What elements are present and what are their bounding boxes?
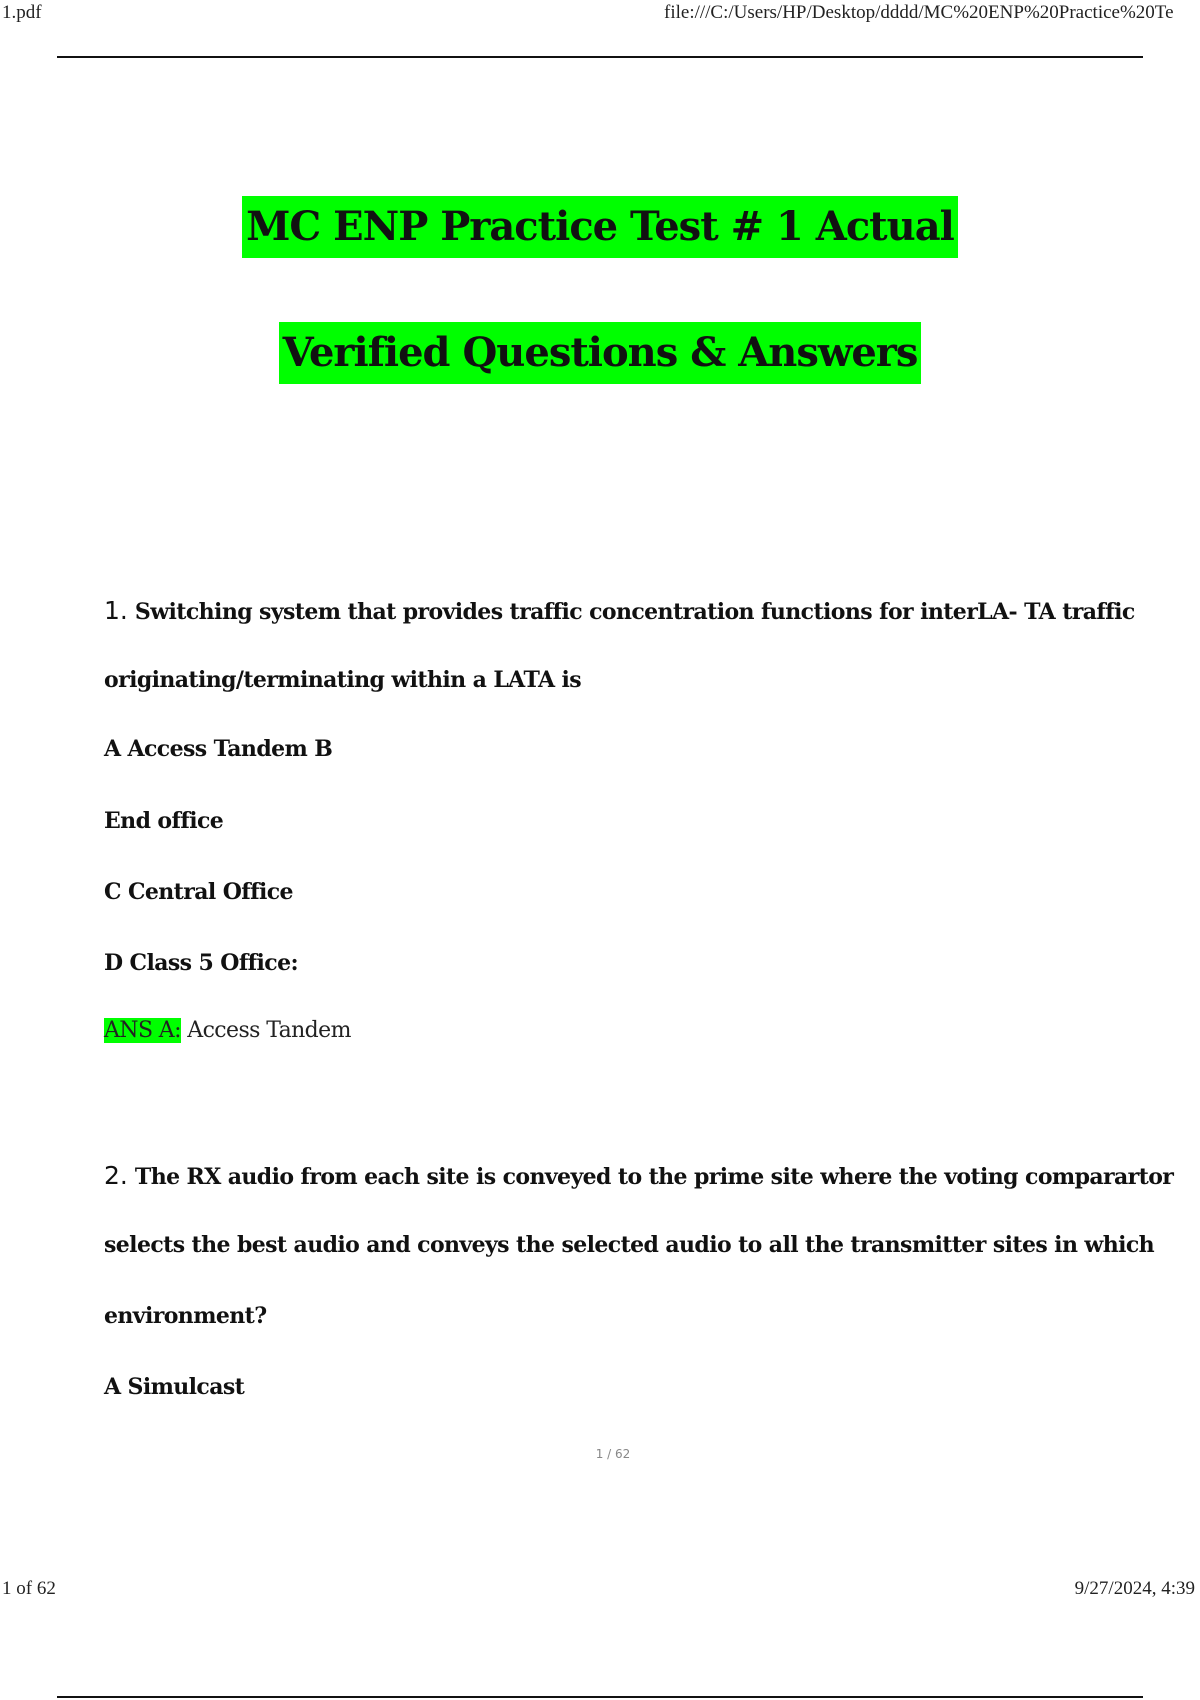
- question-1-number: 1.: [104, 596, 128, 625]
- page-indicator: 1 / 62: [595, 1447, 631, 1461]
- question-1-text-1: Switching system that provides traffic concentration functions for interLA- TA traffic: [134, 599, 1135, 625]
- answer-label: ANS A:: [104, 1018, 181, 1043]
- title-highlight-1: MC ENP Practice Test # 1 Actual: [242, 196, 958, 258]
- answer-text: Access Tandem: [180, 1018, 351, 1043]
- question-2-line-1: [104, 1161, 1173, 1190]
- print-footer-page: 1 of 62: [2, 1578, 56, 1599]
- question-1-option-a: A Access Tandem B: [104, 736, 333, 762]
- title-highlight-2: Verified Questions & Answers: [279, 322, 922, 384]
- question-2-text-1: The RX audio from each site is conveyed to the prime site where the voting comparartor: [134, 1164, 1174, 1190]
- question-1-line-1: [104, 596, 1135, 625]
- question-1-option-d: D Class 5 Office:: [104, 950, 299, 976]
- question-2-option-a: A Simulcast: [104, 1374, 245, 1400]
- question-1-option-c: C Central Office: [104, 879, 293, 905]
- document-title-line-2: [0, 322, 1200, 384]
- print-header-filename: 1.pdf: [2, 2, 42, 23]
- question-2-number: 2.: [104, 1161, 128, 1190]
- question-2-line-2: selects the best audio and conveys the selected audio to all the transmitter sites in which: [104, 1232, 1155, 1258]
- question-2-line-3: environment?: [104, 1303, 267, 1329]
- question-1-answer: [104, 1018, 351, 1043]
- header-divider: [57, 56, 1143, 58]
- document-title-line-1: [0, 196, 1200, 258]
- print-footer-datetime: 9/27/2024, 4:39: [1074, 1578, 1195, 1599]
- footer-divider: [57, 1696, 1143, 1698]
- question-1-line-2: originating/terminating within a LATA is: [104, 667, 582, 693]
- print-header-url: file:///C:/Users/HP/Desktop/dddd/MC%20ENP%20Practice%20Te: [664, 2, 1174, 23]
- question-1-option-b: End office: [104, 808, 224, 834]
